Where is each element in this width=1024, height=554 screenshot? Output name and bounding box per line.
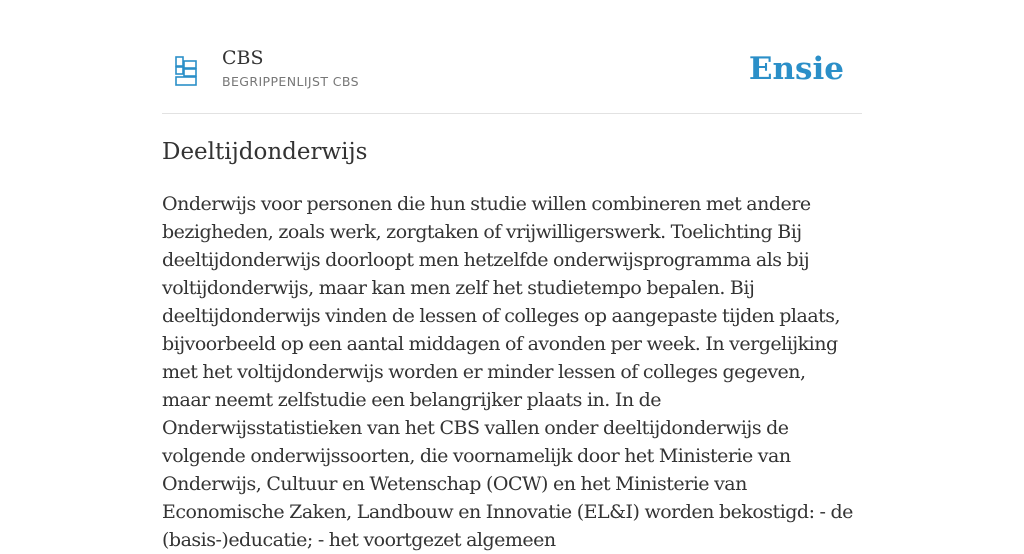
ensie-logo[interactable]: Ensie — [748, 51, 844, 87]
source-subtitle[interactable]: BEGRIPPENLIJST CBS — [222, 74, 359, 89]
term-title: Deeltijdonderwijs — [162, 139, 368, 165]
source-name[interactable]: CBS — [222, 47, 264, 69]
term-definition: Onderwijs voor personen die hun studie willen combineren met andere bezigheden, zoals werk, zorgtaken of vrijwilligerswerk. Toelichting Bij deeltijdonderwijs doorloopt men hetzelfde onderwijsprogramma als bij voltijdonderwijs, maar kan men zelf het studietempo bepalen. Bij deeltijdonderwijs vinden de lessen of colleges op aangepaste tijden plaats, bijvoorbeeld op een aantal middagen of avonden per week. In vergelijking met het voltijdonderwijs worden er minder lessen of colleges gegeven, maar neemt zelfstudie een belangrijker plaats in. In de Onderwijsstatistieken van het CBS vallen onder deeltijdonderwijs de volgende onderwijssoorten, die voornamelijk door het Ministerie van Onderwijs, Cultuur en Wetenschap (OCW) en het Ministerie van Economische Zaken, Landbouw en Innovatie (EL&I) worden bekostigd: - de (basis-)educatie; - het voortgezet algemeen — [162, 193, 853, 551]
header — [162, 30, 862, 114]
cbs-logo-icon — [175, 56, 197, 86]
